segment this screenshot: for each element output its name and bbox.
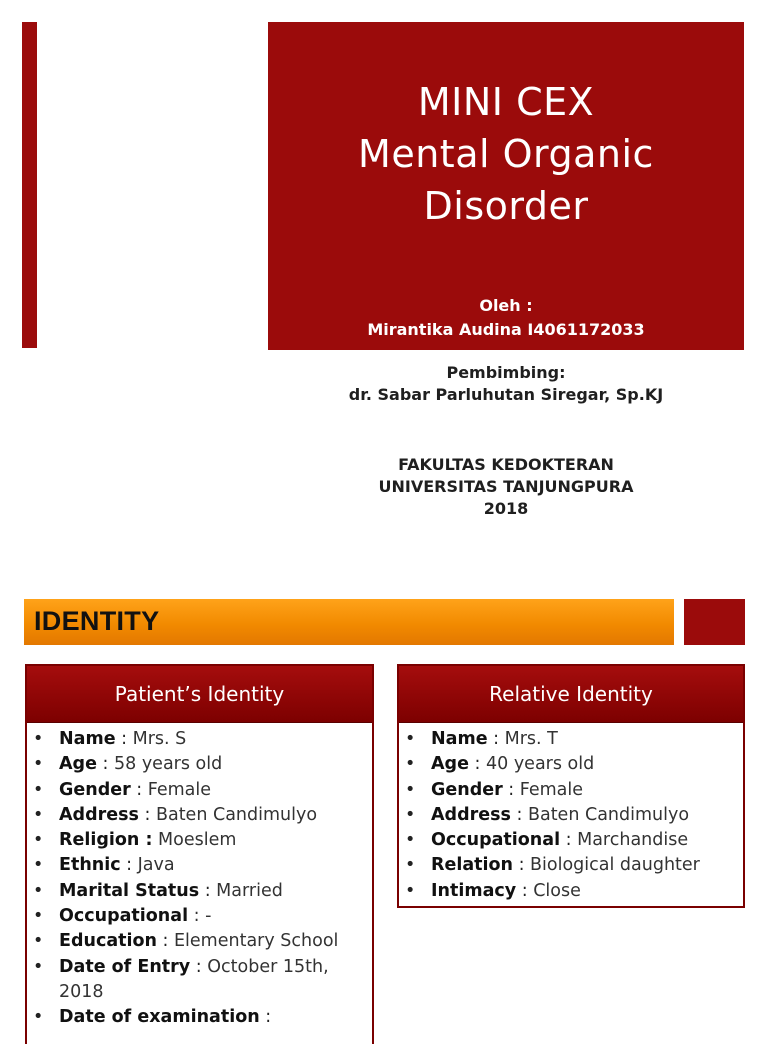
slide-title: [268, 76, 744, 232]
list-item: [399, 752, 743, 777]
list-item: [399, 778, 743, 803]
field-label: Occupational: [431, 830, 561, 851]
field-separator: :: [468, 754, 486, 775]
list-item: [27, 778, 372, 803]
field-separator: :: [516, 880, 534, 901]
field-value: Baten Candimulyo: [155, 804, 318, 825]
university-name: UNIVERSITAS TANJUNGPURA: [378, 477, 634, 496]
field-value: Biological daughter: [530, 855, 700, 876]
field-separator: :: [487, 729, 505, 749]
field-label: Ethnic: [59, 855, 121, 876]
list-item: [27, 727, 372, 752]
field-value: Marchandise: [577, 830, 689, 851]
field-label: Marital Status: [59, 880, 200, 901]
field-label: Name: [59, 729, 116, 749]
field-label: Gender: [431, 779, 503, 800]
field-label: Relation: [431, 855, 513, 876]
field-value: 58 years old: [113, 754, 223, 775]
field-value: Mrs. S: [132, 729, 187, 749]
field-separator: :: [259, 1007, 272, 1028]
title-line-3: Disorder: [423, 184, 589, 228]
field-label: Religion :: [59, 830, 153, 851]
pembimbing-name: dr. Sabar Parluhutan Siregar, Sp.KJ: [348, 385, 664, 404]
list-item: [399, 879, 743, 904]
relative-identity-list: [399, 723, 743, 904]
field-label: Address: [431, 804, 511, 825]
field-value: Java: [137, 855, 175, 876]
field-label: Intimacy: [431, 880, 517, 901]
field-value: October 15th, 2018: [59, 956, 329, 1002]
field-value: Married: [216, 880, 283, 901]
field-label: Age: [59, 754, 97, 775]
patient-identity-card: [25, 664, 374, 1044]
field-label: Gender: [59, 779, 131, 800]
oleh-label: Oleh :: [479, 296, 533, 315]
field-separator: :: [120, 855, 138, 876]
list-item: [27, 929, 372, 954]
field-value: Elementary School: [174, 931, 339, 952]
field-value: Baten Candimulyo: [527, 804, 690, 825]
field-value: Female: [519, 779, 584, 800]
list-item: [27, 904, 372, 929]
field-label: Education: [59, 931, 157, 952]
field-separator: :: [138, 804, 156, 825]
field-value: : -: [188, 906, 212, 927]
year: 2018: [483, 499, 529, 518]
field-separator: :: [513, 855, 531, 876]
field-separator: :: [560, 830, 578, 851]
field-value: Mrs. T: [504, 729, 558, 749]
title-line-2: Mental Organic: [358, 132, 654, 176]
field-separator: :: [510, 804, 528, 825]
list-item: [399, 853, 743, 878]
author-name: Mirantika Audina I4061172033: [367, 320, 645, 339]
field-separator: :: [156, 931, 174, 952]
header-accent-square: [684, 599, 745, 645]
relative-identity-heading: Relative Identity: [399, 666, 743, 723]
author-block: [268, 294, 744, 342]
patient-identity-list: [27, 723, 372, 1031]
field-separator: :: [96, 754, 114, 775]
field-separator: :: [115, 729, 133, 749]
field-value: Close: [533, 880, 581, 901]
list-item: [27, 955, 372, 1006]
faculty-name: FAKULTAS KEDOKTERAN: [398, 455, 614, 474]
field-value: 40 years old: [485, 754, 595, 775]
list-item: [27, 879, 372, 904]
field-label: Occupational: [59, 906, 189, 927]
field-separator: :: [130, 779, 148, 800]
field-value: Moeslem: [158, 830, 237, 851]
list-item: [27, 828, 372, 853]
field-label: Address: [59, 804, 139, 825]
left-accent-bar: [22, 22, 37, 348]
field-separator: :: [199, 880, 217, 901]
list-item: [399, 828, 743, 853]
identity-title: IDENTITY: [34, 606, 160, 636]
list-item: [27, 752, 372, 777]
list-item: [399, 727, 743, 752]
title-box: [268, 22, 744, 350]
list-item: [27, 1005, 372, 1030]
title-line-1: MINI CEX: [417, 80, 595, 124]
patient-identity-heading: Patient’s Identity: [27, 666, 372, 723]
field-label: Date of examination: [59, 1007, 260, 1028]
field-value: Female: [147, 779, 212, 800]
supervisor-block: [268, 362, 744, 406]
pembimbing-label: Pembimbing:: [446, 363, 566, 382]
field-label: Age: [431, 754, 469, 775]
field-separator: :: [190, 956, 208, 977]
identity-header-bar: [24, 599, 674, 645]
field-separator: :: [502, 779, 520, 800]
list-item: [27, 853, 372, 878]
field-label: Name: [431, 729, 488, 749]
relative-identity-card: [397, 664, 745, 908]
field-label: Date of Entry: [59, 956, 191, 977]
list-item: [27, 803, 372, 828]
institution-block: [268, 454, 744, 520]
list-item: [399, 803, 743, 828]
